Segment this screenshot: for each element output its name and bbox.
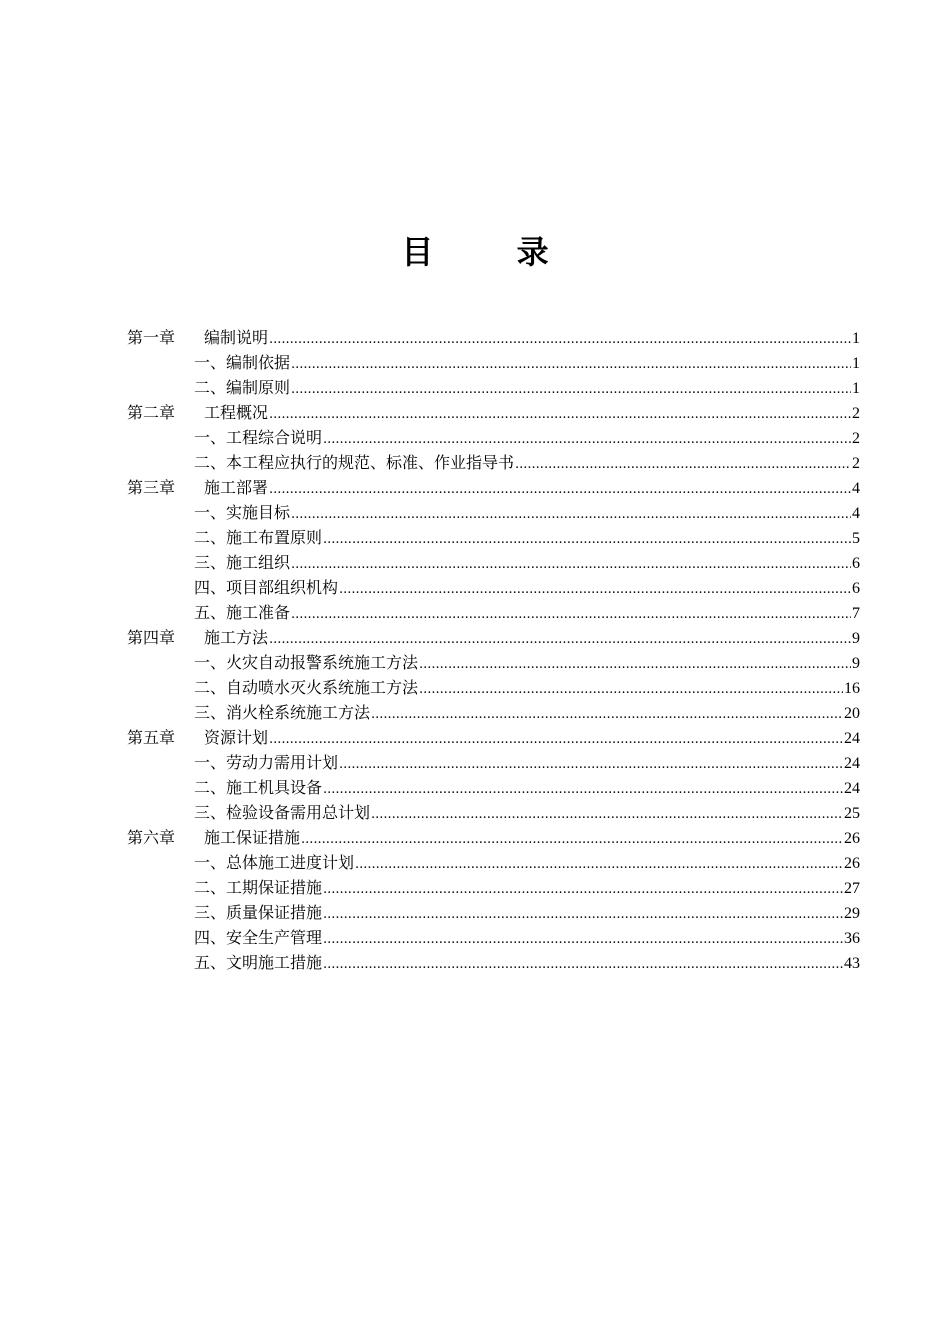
toc-page-number: 27 xyxy=(844,880,860,897)
toc-page-number: 36 xyxy=(844,930,860,947)
toc-section-entry[interactable] xyxy=(127,500,860,525)
toc-entry-text: 一、工程综合说明 xyxy=(194,428,323,447)
toc-section-entry[interactable] xyxy=(127,600,860,625)
toc-dot-leader xyxy=(339,752,843,775)
toc-entry-text: 二、施工布置原则 xyxy=(194,528,323,547)
toc-section-entry[interactable] xyxy=(127,425,860,450)
toc-entry-label xyxy=(194,425,322,450)
toc-page-number: 29 xyxy=(844,905,860,922)
toc-entry-text: 三、质量保证措施 xyxy=(194,903,323,922)
toc-section-entry[interactable] xyxy=(127,850,860,875)
toc-entry-label xyxy=(194,750,338,775)
toc-dot-leader xyxy=(291,502,851,525)
toc-entry-label xyxy=(194,575,338,600)
toc-dot-leader xyxy=(323,927,843,950)
toc-section-entry[interactable] xyxy=(127,775,860,800)
toc-entry-text: 三、消火栓系统施工方法 xyxy=(194,703,371,722)
toc-entry-label xyxy=(127,325,268,350)
toc-entry-text: 一、劳动力需用计划 xyxy=(194,753,339,772)
toc-entry-text: 三、检验设备需用总计划 xyxy=(194,803,371,822)
toc-chapter-entry[interactable] xyxy=(127,725,860,750)
toc-entry-text: 施工部署 xyxy=(204,478,269,497)
toc-entry-text: 二、本工程应执行的规范、标准、作业指导书 xyxy=(194,453,515,472)
toc-dot-leader xyxy=(323,902,843,925)
toc-entry-text: 二、自动喷水灭火系统施工方法 xyxy=(194,678,419,697)
toc-entry-text: 一、编制依据 xyxy=(194,353,291,372)
toc-entry-label xyxy=(194,550,290,575)
toc-entry-text: 四、安全生产管理 xyxy=(194,928,323,947)
toc-page-number: 24 xyxy=(844,780,860,797)
toc-chapter-number: 第一章 xyxy=(127,328,176,347)
toc-page-number: 4 xyxy=(852,480,860,497)
toc-section-entry[interactable] xyxy=(127,550,860,575)
toc-dot-leader xyxy=(291,552,851,575)
toc-section-entry[interactable] xyxy=(127,375,860,400)
toc-dot-leader xyxy=(371,802,843,825)
toc-entry-label xyxy=(194,650,418,675)
toc-entry-label xyxy=(194,525,322,550)
toc-list xyxy=(127,325,860,975)
toc-entry-text: 二、编制原则 xyxy=(194,378,291,397)
toc-entry-label xyxy=(127,400,268,425)
toc-page-number: 5 xyxy=(852,530,860,547)
toc-entry-label xyxy=(194,375,290,400)
toc-chapter-number: 第六章 xyxy=(127,828,176,847)
toc-page-number: 9 xyxy=(852,655,860,672)
toc-entry-text: 二、施工机具设备 xyxy=(194,778,323,797)
toc-chapter-number: 第五章 xyxy=(127,728,176,747)
toc-section-entry[interactable] xyxy=(127,700,860,725)
toc-page-number: 1 xyxy=(852,380,860,397)
toc-page-number: 20 xyxy=(844,705,860,722)
toc-entry-text: 五、施工准备 xyxy=(194,603,291,622)
toc-dot-leader xyxy=(339,577,851,600)
toc-section-entry[interactable] xyxy=(127,800,860,825)
toc-page-number: 9 xyxy=(852,630,860,647)
toc-page-number: 2 xyxy=(852,430,860,447)
toc-entry-label xyxy=(127,625,268,650)
toc-dot-leader xyxy=(323,777,843,800)
toc-section-entry[interactable] xyxy=(127,875,860,900)
toc-page-number: 1 xyxy=(852,355,860,372)
toc-page-number: 2 xyxy=(852,405,860,422)
toc-dot-leader xyxy=(291,352,851,375)
toc-entry-label xyxy=(194,800,370,825)
toc-chapter-entry[interactable] xyxy=(127,400,860,425)
toc-section-entry[interactable] xyxy=(127,450,860,475)
toc-dot-leader xyxy=(515,452,851,475)
toc-entry-label xyxy=(194,675,418,700)
toc-entry-text: 五、文明施工措施 xyxy=(194,953,323,972)
toc-entry-label xyxy=(194,900,322,925)
toc-entry-label xyxy=(194,850,354,875)
toc-entry-text: 施工方法 xyxy=(204,628,269,647)
toc-entry-label xyxy=(127,475,268,500)
toc-chapter-number: 第三章 xyxy=(127,478,176,497)
toc-page-number: 16 xyxy=(844,680,860,697)
toc-entry-text: 一、实施目标 xyxy=(194,503,291,522)
toc-entry-text: 资源计划 xyxy=(204,728,269,747)
toc-page-number: 24 xyxy=(844,755,860,772)
toc-page-number: 25 xyxy=(844,805,860,822)
toc-page-number: 2 xyxy=(852,455,860,472)
toc-section-entry[interactable] xyxy=(127,650,860,675)
toc-section-entry[interactable] xyxy=(127,525,860,550)
toc-dot-leader xyxy=(301,827,843,850)
toc-entry-label xyxy=(194,600,290,625)
toc-dot-leader xyxy=(269,327,851,350)
toc-entry-label xyxy=(127,725,268,750)
toc-dot-leader xyxy=(371,702,843,725)
toc-section-entry[interactable] xyxy=(127,750,860,775)
toc-section-entry[interactable] xyxy=(127,675,860,700)
toc-entry-text: 二、工期保证措施 xyxy=(194,878,323,897)
toc-entry-text: 一、火灾自动报警系统施工方法 xyxy=(194,653,419,672)
toc-entry-label xyxy=(194,500,290,525)
toc-entry-label xyxy=(194,950,322,975)
toc-entry-label xyxy=(194,875,322,900)
toc-page-number: 7 xyxy=(852,605,860,622)
toc-dot-leader xyxy=(323,877,843,900)
toc-page-number: 26 xyxy=(844,830,860,847)
toc-dot-leader xyxy=(291,602,851,625)
toc-dot-leader xyxy=(269,727,843,750)
toc-chapter-entry[interactable] xyxy=(127,825,860,850)
toc-entry-text: 编制说明 xyxy=(204,328,269,347)
toc-entry-text: 四、项目部组织机构 xyxy=(194,578,339,597)
toc-chapter-entry[interactable] xyxy=(127,475,860,500)
toc-chapter-entry[interactable] xyxy=(127,625,860,650)
toc-page-number: 1 xyxy=(852,330,860,347)
toc-section-entry[interactable] xyxy=(127,950,860,975)
toc-dot-leader xyxy=(355,852,843,875)
toc-chapter-entry[interactable] xyxy=(127,325,860,350)
toc-dot-leader xyxy=(269,477,851,500)
toc-title: 目 录 xyxy=(401,233,585,271)
toc-entry-label xyxy=(194,700,370,725)
toc-section-entry[interactable] xyxy=(127,900,860,925)
toc-dot-leader xyxy=(419,677,843,700)
toc-dot-leader xyxy=(269,402,851,425)
toc-entry-label xyxy=(194,450,514,475)
toc-entry-text: 施工保证措施 xyxy=(204,828,301,847)
toc-page-number: 26 xyxy=(844,855,860,872)
toc-dot-leader xyxy=(419,652,851,675)
toc-dot-leader xyxy=(269,627,851,650)
toc-entry-text: 一、总体施工进度计划 xyxy=(194,853,355,872)
toc-entry-label xyxy=(194,925,322,950)
toc-page-number: 43 xyxy=(844,955,860,972)
toc-section-entry[interactable] xyxy=(127,350,860,375)
toc-entry-label xyxy=(194,775,322,800)
toc-chapter-number: 第二章 xyxy=(127,403,176,422)
toc-page-number: 4 xyxy=(852,505,860,522)
toc-dot-leader xyxy=(323,427,851,450)
toc-entry-label xyxy=(127,825,300,850)
toc-section-entry[interactable] xyxy=(127,575,860,600)
toc-entry-text: 工程概况 xyxy=(204,403,269,422)
toc-dot-leader xyxy=(291,377,851,400)
toc-chapter-number: 第四章 xyxy=(127,628,176,647)
toc-entry-label xyxy=(194,350,290,375)
toc-page-number: 6 xyxy=(852,580,860,597)
toc-dot-leader xyxy=(323,952,843,975)
toc-entry-text: 三、施工组织 xyxy=(194,553,291,572)
toc-page-number: 24 xyxy=(844,730,860,747)
toc-dot-leader xyxy=(323,527,851,550)
toc-section-entry[interactable] xyxy=(127,925,860,950)
toc-page-number: 6 xyxy=(852,555,860,572)
